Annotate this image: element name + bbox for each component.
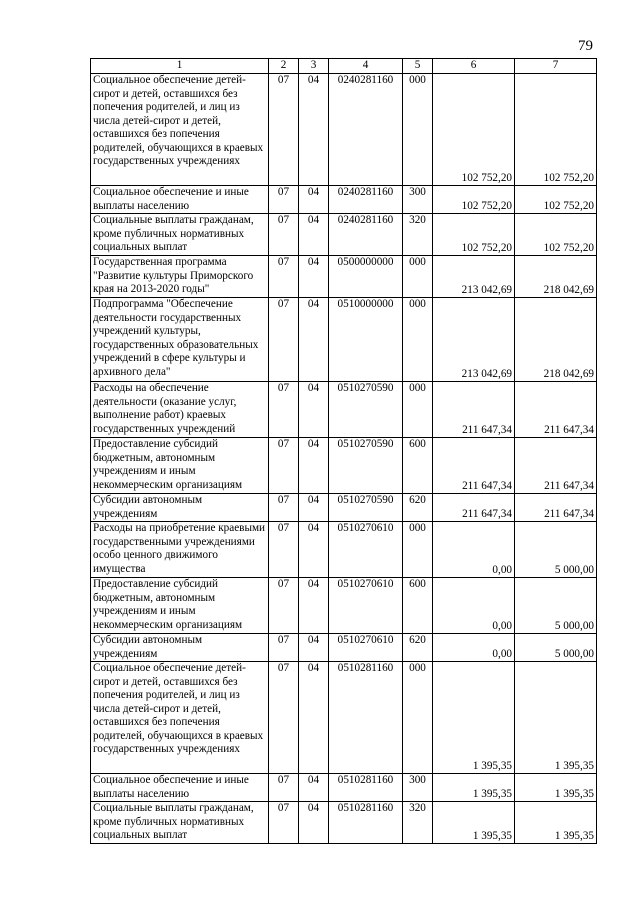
table-row [91, 774, 597, 802]
table-row [91, 256, 597, 298]
table-row [91, 438, 597, 494]
section-code-cell: 07 [269, 438, 299, 494]
row-name-cell: Социальное обеспечение детей-сирот и детей, оставшихся без попечения родителей, и лиц из числа детей-сирот и детей, оставшихся без попечения родителей, обучающихся в краевых государственных учреждениях [91, 662, 269, 774]
table-row [91, 522, 597, 578]
table-row [91, 634, 597, 662]
row-name-cell: Государственная программа "Развитие культуры Приморского края на 2013-2020 годы" [91, 256, 269, 298]
subsection-code-cell: 04 [299, 298, 329, 382]
subsection-code-cell: 04 [299, 186, 329, 214]
row-name-cell: Предоставление субсидий бюджетным, автономным учреждениям и иным некоммерческим организациям [91, 578, 269, 634]
subsection-code-cell: 04 [299, 578, 329, 634]
amount-year1-cell: 1 395,35 [433, 802, 515, 844]
amount-year2-cell: 102 752,20 [515, 186, 597, 214]
section-code-cell: 07 [269, 382, 299, 438]
expense-type-cell: 320 [403, 214, 433, 256]
amount-year2-cell: 218 042,69 [515, 298, 597, 382]
row-name-cell: Расходы на обеспечение деятельности (оказание услуг, выполнение работ) краевых государственных учреждений [91, 382, 269, 438]
target-article-cell: 0510270590 [329, 382, 403, 438]
subsection-code-cell: 04 [299, 382, 329, 438]
section-code-cell: 07 [269, 256, 299, 298]
amount-year1-cell: 102 752,20 [433, 186, 515, 214]
section-code-cell: 07 [269, 578, 299, 634]
expense-type-cell: 320 [403, 802, 433, 844]
amount-year1-cell: 0,00 [433, 578, 515, 634]
expense-type-cell: 000 [403, 74, 433, 186]
section-code-cell: 07 [269, 802, 299, 844]
column-header: 1 [91, 59, 269, 74]
target-article-cell: 0510270590 [329, 438, 403, 494]
target-article-cell: 0510281160 [329, 802, 403, 844]
expense-type-cell: 000 [403, 256, 433, 298]
table-row [91, 186, 597, 214]
row-name-cell: Субсидии автономным учреждениям [91, 634, 269, 662]
amount-year2-cell: 5 000,00 [515, 634, 597, 662]
column-header: 7 [515, 59, 597, 74]
expense-type-cell: 000 [403, 662, 433, 774]
table-row [91, 578, 597, 634]
expense-type-cell: 000 [403, 298, 433, 382]
table-row [91, 802, 597, 844]
amount-year2-cell: 102 752,20 [515, 214, 597, 256]
target-article-cell: 0510270610 [329, 522, 403, 578]
subsection-code-cell: 04 [299, 634, 329, 662]
amount-year2-cell: 218 042,69 [515, 256, 597, 298]
section-code-cell: 07 [269, 522, 299, 578]
table-row [91, 74, 597, 186]
subsection-code-cell: 04 [299, 74, 329, 186]
subsection-code-cell: 04 [299, 438, 329, 494]
subsection-code-cell: 04 [299, 802, 329, 844]
amount-year1-cell: 211 647,34 [433, 494, 515, 522]
column-header: 6 [433, 59, 515, 74]
section-code-cell: 07 [269, 186, 299, 214]
expense-type-cell: 000 [403, 522, 433, 578]
amount-year2-cell: 1 395,35 [515, 802, 597, 844]
row-name-cell: Социальные выплаты гражданам, кроме публичных нормативных социальных выплат [91, 214, 269, 256]
section-code-cell: 07 [269, 662, 299, 774]
row-name-cell: Расходы на приобретение краевыми государственными учреждениями особо ценного движимого имущества [91, 522, 269, 578]
expense-type-cell: 000 [403, 382, 433, 438]
expense-type-cell: 300 [403, 774, 433, 802]
amount-year1-cell: 1 395,35 [433, 774, 515, 802]
target-article-cell: 0510000000 [329, 298, 403, 382]
table-row [91, 662, 597, 774]
section-code-cell: 07 [269, 74, 299, 186]
column-header: 5 [403, 59, 433, 74]
column-number-header [91, 59, 597, 74]
row-name-cell: Социальное обеспечение детей-сирот и детей, оставшихся без попечения родителей, и лиц из числа детей-сирот и детей, оставшихся без попечения родителей, обучающихся в краевых государственных учреждениях [91, 74, 269, 186]
expense-type-cell: 620 [403, 494, 433, 522]
expense-type-cell: 620 [403, 634, 433, 662]
subsection-code-cell: 04 [299, 774, 329, 802]
amount-year1-cell: 1 395,35 [433, 662, 515, 774]
expense-type-cell: 600 [403, 438, 433, 494]
subsection-code-cell: 04 [299, 662, 329, 774]
amount-year2-cell: 211 647,34 [515, 494, 597, 522]
target-article-cell: 0510270590 [329, 494, 403, 522]
section-code-cell: 07 [269, 214, 299, 256]
row-name-cell: Подпрограмма "Обеспечение деятельности государственных учреждений культуры, государственных образовательных учреждений в сфере культуры и архивного дела" [91, 298, 269, 382]
subsection-code-cell: 04 [299, 494, 329, 522]
amount-year1-cell: 0,00 [433, 634, 515, 662]
target-article-cell: 0240281160 [329, 74, 403, 186]
table-row [91, 382, 597, 438]
amount-year1-cell: 211 647,34 [433, 438, 515, 494]
column-header: 3 [299, 59, 329, 74]
subsection-code-cell: 04 [299, 522, 329, 578]
row-name-cell: Субсидии автономным учреждениям [91, 494, 269, 522]
column-header: 2 [269, 59, 299, 74]
amount-year2-cell: 211 647,34 [515, 382, 597, 438]
amount-year2-cell: 5 000,00 [515, 578, 597, 634]
amount-year2-cell: 211 647,34 [515, 438, 597, 494]
amount-year1-cell: 102 752,20 [433, 214, 515, 256]
target-article-cell: 0510281160 [329, 774, 403, 802]
amount-year2-cell: 1 395,35 [515, 662, 597, 774]
target-article-cell: 0510270610 [329, 634, 403, 662]
expense-type-cell: 600 [403, 578, 433, 634]
row-name-cell: Социальные выплаты гражданам, кроме публичных нормативных социальных выплат [91, 802, 269, 844]
amount-year1-cell: 213 042,69 [433, 298, 515, 382]
expense-type-cell: 300 [403, 186, 433, 214]
subsection-code-cell: 04 [299, 256, 329, 298]
table-row [91, 494, 597, 522]
section-code-cell: 07 [269, 298, 299, 382]
amount-year1-cell: 102 752,20 [433, 74, 515, 186]
target-article-cell: 0510270610 [329, 578, 403, 634]
section-code-cell: 07 [269, 774, 299, 802]
budget-table [90, 58, 597, 844]
target-article-cell: 0500000000 [329, 256, 403, 298]
subsection-code-cell: 04 [299, 214, 329, 256]
table-row [91, 298, 597, 382]
amount-year1-cell: 211 647,34 [433, 382, 515, 438]
page-number: 79 [578, 38, 593, 54]
amount-year2-cell: 1 395,35 [515, 774, 597, 802]
amount-year1-cell: 213 042,69 [433, 256, 515, 298]
amount-year1-cell: 0,00 [433, 522, 515, 578]
row-name-cell: Социальное обеспечение и иные выплаты населению [91, 186, 269, 214]
row-name-cell: Социальное обеспечение и иные выплаты населению [91, 774, 269, 802]
table-row [91, 214, 597, 256]
target-article-cell: 0240281160 [329, 214, 403, 256]
column-header: 4 [329, 59, 403, 74]
row-name-cell: Предоставление субсидий бюджетным, автономным учреждениям и иным некоммерческим организациям [91, 438, 269, 494]
amount-year2-cell: 102 752,20 [515, 74, 597, 186]
section-code-cell: 07 [269, 494, 299, 522]
target-article-cell: 0240281160 [329, 186, 403, 214]
target-article-cell: 0510281160 [329, 662, 403, 774]
amount-year2-cell: 5 000,00 [515, 522, 597, 578]
section-code-cell: 07 [269, 634, 299, 662]
